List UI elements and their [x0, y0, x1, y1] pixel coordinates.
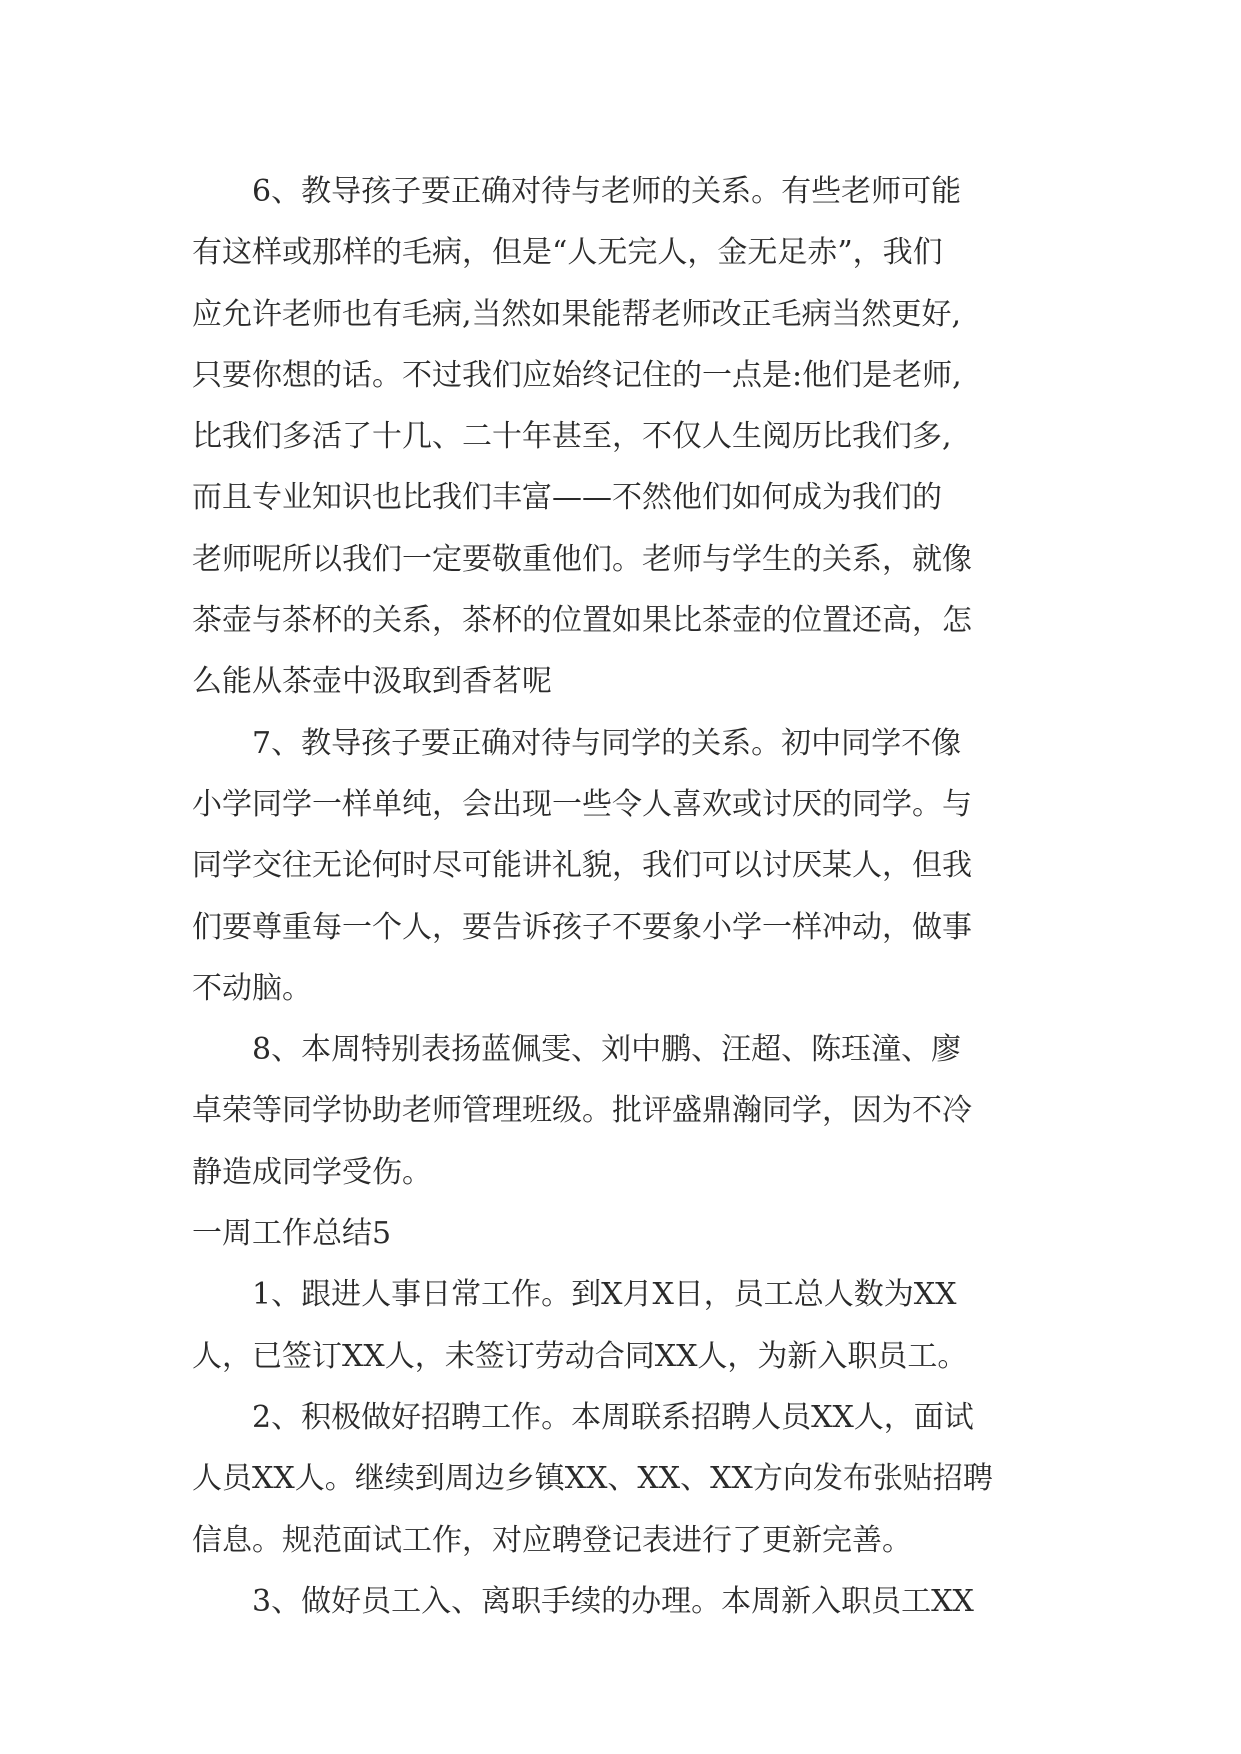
paragraph-line: 3、做好员工入、离职手续的办理。本周新入职员工XX — [252, 1583, 974, 1619]
paragraph-line: 茶壶与茶杯的关系，茶杯的位置如果比茶壶的位置还高，怎 — [192, 603, 972, 639]
paragraph-line: 应允许老师也有毛病,当然如果能帮老师改正毛病当然更好, — [192, 296, 962, 332]
section-heading: 一周工作总结5 — [192, 1216, 392, 1252]
paragraph-line: 静造成同学受伤。 — [192, 1154, 432, 1190]
paragraph-line: 人，已签订XX人，未签订劳动合同XX人，为新入职员工。 — [192, 1338, 968, 1374]
paragraph-line: 老师呢所以我们一定要敬重他们。老师与学生的关系，就像 — [192, 541, 972, 577]
paragraph-line: 信息。规范面试工作，对应聘登记表进行了更新完善。 — [192, 1522, 912, 1558]
paragraph-line: 同学交往无论何时尽可能讲礼貌，我们可以讨厌某人，但我 — [192, 848, 972, 884]
paragraph-line: 7、教导孩子要正确对待与同学的关系。初中同学不像 — [252, 725, 962, 761]
paragraph-line: 卓荣等同学协助老师管理班级。批评盛鼎瀚同学，因为不冷 — [192, 1093, 972, 1129]
paragraph-line: 2、积极做好招聘工作。本周联系招聘人员XX人，面试 — [252, 1399, 974, 1435]
paragraph-line: 们要尊重每一个人，要告诉孩子不要象小学一样冲动，做事 — [192, 909, 972, 945]
paragraph-line: 6、教导孩子要正确对待与老师的关系。有些老师可能 — [252, 174, 962, 209]
paragraph-line: 1、跟进人事日常工作。到X月X日，员工总人数为XX — [252, 1277, 957, 1313]
paragraph-line: 比我们多活了十几、二十年甚至，不仅人生阅历比我们多, — [192, 419, 952, 455]
paragraph-line: 么能从茶壶中汲取到香茗呢 — [192, 664, 552, 700]
document-body — [192, 161, 1062, 1632]
paragraph-line: 只要你想的话。不过我们应始终记住的一点是:他们是老师, — [192, 357, 962, 393]
paragraph-line: 而且专业知识也比我们丰富——不然他们如何成为我们的 — [192, 480, 942, 516]
paragraph-line: 小学同学一样单纯，会出现一些令人喜欢或讨厌的同学。与 — [192, 786, 972, 822]
paragraph-line: 8、本周特别表扬蓝佩雯、刘中鹏、汪超、陈珏潼、廖 — [252, 1032, 962, 1068]
paragraph-line: 人员XX人。继续到周边乡镇XX、XX、XX方向发布张贴招聘 — [192, 1461, 993, 1497]
paragraph-line: 有这样或那样的毛病，但是“人无完人，金无足赤”，我们 — [192, 235, 943, 271]
paragraph-line: 不动脑。 — [192, 970, 312, 1006]
